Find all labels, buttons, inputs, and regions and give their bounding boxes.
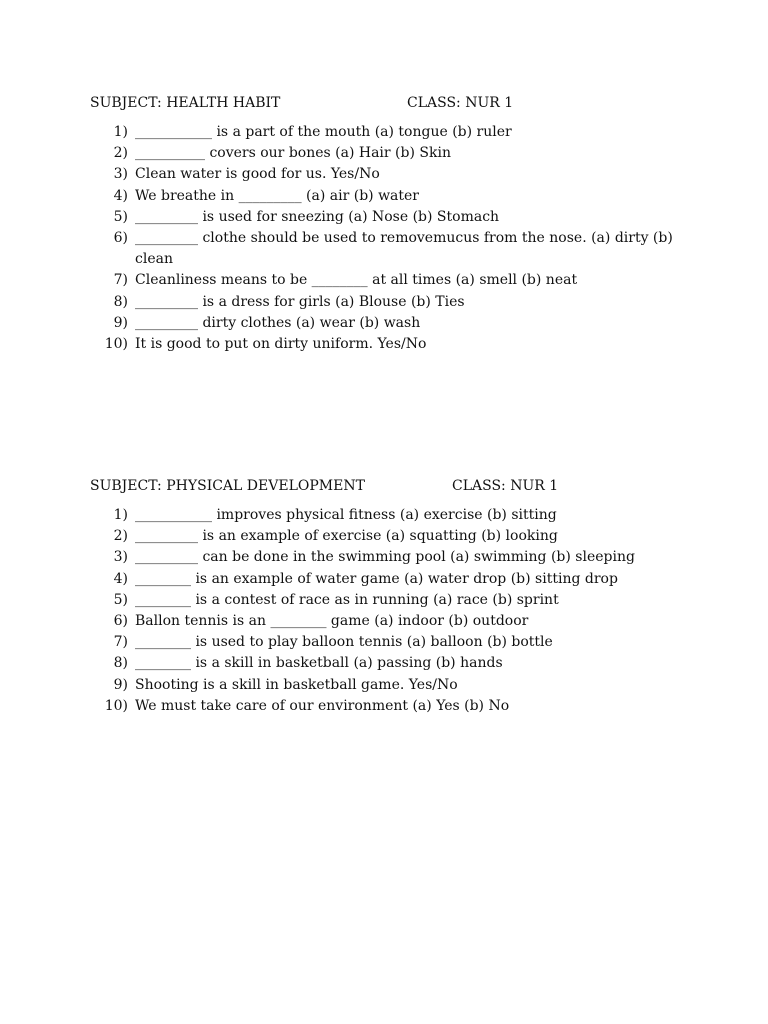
question-text: ________ is a contest of race as in running (a) race (b) sprint	[135, 591, 559, 608]
question-item	[90, 526, 710, 547]
question-item	[90, 292, 710, 313]
question-item	[90, 334, 710, 355]
question-item	[90, 590, 710, 611]
question-list	[90, 122, 710, 355]
question-text: We must take care of our environment (a) Yes (b) No	[135, 697, 510, 714]
question-number: 7)	[113, 272, 128, 289]
question-item	[90, 653, 710, 674]
question-number: 8)	[113, 655, 128, 672]
question-item	[90, 164, 710, 185]
question-number: 10)	[104, 697, 128, 714]
question-text: Cleanliness means to be ________ at all times (a) smell (b) neat	[135, 272, 578, 289]
question-number: 9)	[113, 676, 128, 693]
question-number: 6)	[113, 613, 128, 630]
question-item	[90, 611, 710, 632]
question-text: ________ is an example of water game (a) water drop (b) sitting drop	[135, 570, 618, 587]
question-list	[90, 505, 710, 717]
question-text: Shooting is a skill in basketball game. Yes/No	[135, 676, 458, 693]
question-item	[90, 696, 710, 717]
section-header	[90, 92, 710, 114]
question-number: 5)	[113, 208, 128, 225]
question-text: _________ is a dress for girls (a) Blouse (b) Ties	[135, 293, 465, 310]
question-number: 2)	[113, 528, 128, 545]
question-text: Clean water is good for us. Yes/No	[135, 166, 380, 183]
question-text: _________ clothe should be used to removemucus from the nose. (a) dirty (b) clean	[135, 230, 673, 268]
question-item	[90, 143, 710, 164]
question-item	[90, 632, 710, 653]
question-number: 1)	[113, 124, 128, 140]
question-text: ________ is used to play balloon tennis (a) balloon (b) bottle	[135, 634, 553, 651]
class-label: CLASS: NUR 1	[452, 478, 559, 494]
question-item	[90, 675, 710, 696]
question-number: 9)	[113, 314, 128, 331]
question-number: 1)	[113, 507, 128, 523]
question-number: 3)	[113, 549, 128, 566]
question-text: It is good to put on dirty uniform. Yes/No	[135, 336, 427, 353]
subject-label: SUBJECT: PHYSICAL DEVELOPMENT	[90, 478, 365, 494]
question-item	[90, 207, 710, 228]
question-number: 10)	[104, 336, 128, 353]
question-text: _________ is an example of exercise (a) squatting (b) looking	[135, 528, 558, 545]
question-item	[90, 228, 710, 270]
health-habit-section	[90, 92, 710, 355]
question-item	[90, 569, 710, 590]
question-number: 6)	[113, 230, 128, 247]
question-number: 3)	[113, 166, 128, 183]
question-item	[90, 122, 710, 143]
question-item	[90, 313, 710, 334]
question-item	[90, 505, 710, 526]
question-text: ___________ improves physical fitness (a) exercise (b) sitting	[135, 507, 557, 523]
question-number: 7)	[113, 634, 128, 651]
question-item	[90, 270, 710, 291]
question-text: ___________ is a part of the mouth (a) tongue (b) ruler	[135, 124, 512, 140]
question-text: ________ is a skill in basketball (a) passing (b) hands	[135, 655, 503, 672]
question-item	[90, 547, 710, 568]
question-text: We breathe in _________ (a) air (b) water	[135, 187, 419, 204]
question-text: _________ can be done in the swimming pool (a) swimming (b) sleeping	[135, 549, 635, 566]
subject-label: SUBJECT: HEALTH HABIT	[90, 95, 281, 111]
section-header	[90, 475, 710, 497]
question-text: _________ is used for sneezing (a) Nose (b) Stomach	[135, 208, 500, 225]
question-number: 2)	[113, 145, 128, 162]
physical-development-section	[90, 475, 710, 717]
class-label: CLASS: NUR 1	[407, 95, 514, 111]
question-item	[90, 186, 710, 207]
question-text: Ballon tennis is an ________ game (a) indoor (b) outdoor	[135, 613, 529, 630]
question-number: 4)	[113, 187, 128, 204]
question-text: __________ covers our bones (a) Hair (b) Skin	[135, 145, 451, 162]
question-number: 4)	[113, 570, 128, 587]
question-number: 8)	[113, 293, 128, 310]
question-text: _________ dirty clothes (a) wear (b) wash	[135, 314, 421, 331]
question-number: 5)	[113, 591, 128, 608]
